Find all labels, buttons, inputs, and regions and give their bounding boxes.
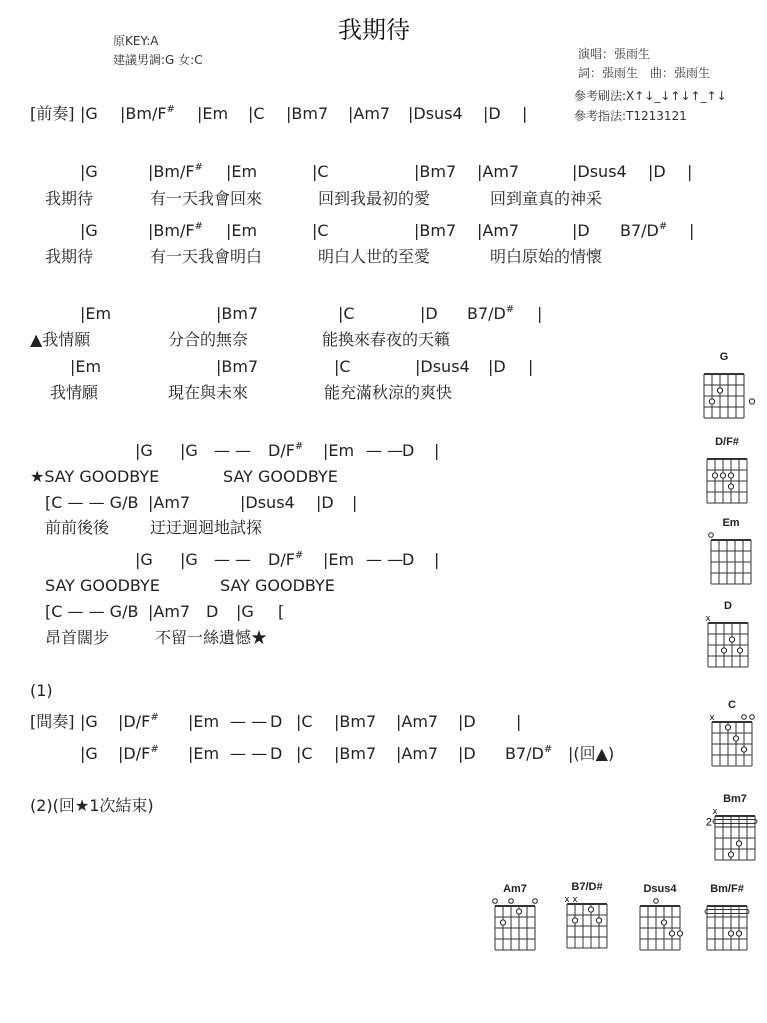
chord-diagram-name: B7/D# xyxy=(571,881,603,893)
chord: D/F# xyxy=(268,550,304,569)
chord: | xyxy=(537,304,543,323)
lyric: 有一天我會回來 xyxy=(150,189,263,208)
lyric: 不留一絲遺憾★ xyxy=(155,628,268,647)
lyric: 迂迂迴迴地試探 xyxy=(150,518,263,537)
intro-chord: | xyxy=(522,104,528,123)
chord-diagram xyxy=(700,352,748,420)
chord: |Em xyxy=(80,304,112,323)
lyric: 回到童真的神采 xyxy=(490,189,603,208)
chord: D xyxy=(206,602,219,621)
singer-credit: 演唱：張雨生 xyxy=(578,47,651,61)
intro-chord: |Bm7 xyxy=(286,104,329,123)
chord: D xyxy=(270,712,283,731)
chord-diagram xyxy=(704,601,752,669)
finger-dot xyxy=(717,388,722,393)
lyric: 明白原始的情懷 xyxy=(490,247,603,266)
finger-dot xyxy=(725,725,730,730)
finger-dot xyxy=(729,637,734,642)
lyric: 回到我最初的愛 xyxy=(318,189,431,208)
chord: |Em xyxy=(188,744,220,763)
chord: | xyxy=(689,221,695,240)
song-title: 我期待 xyxy=(338,16,410,44)
chord: D xyxy=(402,550,415,569)
chord-diagram-name: Em xyxy=(722,517,740,529)
chord: |Em xyxy=(188,712,220,731)
lyric: 我期待 xyxy=(45,189,94,208)
chord-diagram xyxy=(705,793,759,862)
chord: | xyxy=(516,712,522,731)
chord: |C xyxy=(296,712,313,731)
finger-dot xyxy=(741,747,746,752)
lyric: ★SAY GOODBYE xyxy=(30,467,160,486)
finger-dot xyxy=(677,931,682,936)
finger-dot xyxy=(669,931,674,936)
finger-dot xyxy=(736,841,741,846)
chord: |G xyxy=(80,162,98,181)
lyric: 能充滿秋涼的爽快 xyxy=(324,383,453,402)
chord: | xyxy=(434,550,440,569)
finger-dot xyxy=(720,473,725,478)
open-string-mark xyxy=(509,899,514,904)
chord: |Em xyxy=(323,441,355,460)
chord: [ xyxy=(278,602,285,621)
chord-diagram xyxy=(636,884,684,952)
finger-dot xyxy=(596,918,601,923)
finger-dot xyxy=(749,399,754,404)
chord: |Am7 xyxy=(396,744,439,763)
chord: D xyxy=(402,441,415,460)
intro-chord: |Dsus4 xyxy=(408,104,463,123)
chord: |G xyxy=(180,441,198,460)
lyric: SAY GOODBYE xyxy=(45,576,160,595)
chord-diagram-name: D/F# xyxy=(715,436,739,448)
chord: | xyxy=(528,357,534,376)
lyric: SAY GOODBYE xyxy=(220,576,335,595)
chord: |Em xyxy=(70,357,102,376)
chord: |G xyxy=(80,712,98,731)
chord-diagram xyxy=(703,437,751,505)
writer-credit: 詞：張雨生 曲：張雨生 xyxy=(578,66,711,80)
finger-dot xyxy=(728,473,733,478)
chord: D/F# xyxy=(268,441,304,460)
chord-diagram-name: G xyxy=(719,351,729,363)
chord: |Am7 xyxy=(396,712,439,731)
chord-diagram-name: D xyxy=(724,600,732,612)
intro-chord: |D xyxy=(483,104,501,123)
finger-dot xyxy=(728,931,733,936)
chord: |Bm7 xyxy=(334,744,377,763)
chord: |D xyxy=(458,712,476,731)
chord-diagram xyxy=(707,518,755,586)
lyric: 分合的無奈 xyxy=(168,330,249,349)
lyric: ▲我情願 xyxy=(30,330,91,349)
open-string-mark xyxy=(742,715,747,720)
lyric: 現在與未來 xyxy=(168,383,249,402)
chord: |G xyxy=(80,221,98,240)
interlude-label: [間奏] xyxy=(30,712,75,731)
chord: B7/D# xyxy=(620,221,668,240)
chord: |C xyxy=(296,744,313,763)
chord: |D xyxy=(458,744,476,763)
lyric: 我期待 xyxy=(45,247,94,266)
muted-string-mark: x xyxy=(564,894,570,904)
chord: |G xyxy=(180,550,198,569)
chord: — — xyxy=(366,441,404,460)
section-1-label: (1) xyxy=(30,681,53,700)
finger-dot xyxy=(728,484,733,489)
finger-dot xyxy=(733,736,738,741)
chord: — — xyxy=(366,550,404,569)
chord: |Bm7 xyxy=(414,221,457,240)
chord: |D xyxy=(572,221,590,240)
intro-chord: |C xyxy=(248,104,265,123)
chord: |D xyxy=(488,357,506,376)
chord: |D xyxy=(648,162,666,181)
chord: |Em xyxy=(323,550,355,569)
finger-dot xyxy=(737,648,742,653)
intro-chord: |Em xyxy=(197,104,229,123)
chord: — — xyxy=(230,744,268,763)
finger-dot xyxy=(736,931,741,936)
finger-dot xyxy=(728,852,733,857)
chord-diagram xyxy=(708,700,756,768)
open-string-mark xyxy=(493,899,498,904)
chord-diagram-name: Am7 xyxy=(503,883,527,895)
chord-diagram-name: Bm/F# xyxy=(710,883,744,895)
chord: |(回▲) xyxy=(568,744,615,763)
chord: |Em xyxy=(226,162,258,181)
chord: |Em xyxy=(226,221,258,240)
chord: |D xyxy=(420,304,438,323)
muted-string-mark: x xyxy=(709,712,715,722)
intro-chord: |Am7 xyxy=(348,104,391,123)
finger-dot xyxy=(572,918,577,923)
chord: |D/F# xyxy=(118,712,159,731)
chord: |D xyxy=(316,493,334,512)
chord: |Bm/F# xyxy=(148,221,203,240)
chord: |Bm7 xyxy=(334,712,377,731)
chord: |C xyxy=(334,357,351,376)
lyric: 明白人世的至愛 xyxy=(318,247,431,266)
chord: | xyxy=(352,493,358,512)
chord-diagram-name: Dsus4 xyxy=(643,883,677,895)
lyric: 我情願 xyxy=(50,383,99,402)
finger-dot xyxy=(661,920,666,925)
chord: |G xyxy=(135,550,153,569)
chord: |Am7 xyxy=(148,602,191,621)
chord: B7/D# xyxy=(505,744,553,763)
chord: [C — — G/B xyxy=(45,493,139,512)
chord: |Am7 xyxy=(148,493,191,512)
muted-string-mark: x xyxy=(705,613,711,623)
intro-label: [前奏] xyxy=(30,104,75,123)
chord: |Bm7 xyxy=(414,162,457,181)
chord: |Bm7 xyxy=(216,357,259,376)
finger-dot xyxy=(516,909,521,914)
chord: |D/F# xyxy=(118,744,159,763)
open-string-mark xyxy=(654,899,659,904)
chord: | xyxy=(434,441,440,460)
chord: |G xyxy=(135,441,153,460)
suggested-key: 建議男調:G 女:C xyxy=(113,53,203,67)
chord: |Am7 xyxy=(477,221,520,240)
chord-diagram-fret: 2 xyxy=(705,816,712,829)
chord: |C xyxy=(312,221,329,240)
chord: — — xyxy=(230,712,268,731)
chord-diagram-name: C xyxy=(728,699,736,711)
section-2-label: (2)(回★1次結束) xyxy=(30,796,154,815)
lyric: SAY GOODBYE xyxy=(223,467,338,486)
chord: |Bm/F# xyxy=(148,162,203,181)
intro-chord: |Bm/F# xyxy=(120,104,175,123)
finger-dot xyxy=(721,648,726,653)
chord-diagram xyxy=(563,882,611,950)
chord: |G xyxy=(236,602,254,621)
lyric: 有一天我會明白 xyxy=(150,247,263,266)
chord: |C xyxy=(312,162,329,181)
chord: — — xyxy=(214,550,252,569)
finger-dot xyxy=(500,920,505,925)
lyric: 能換來春夜的天籟 xyxy=(322,330,451,349)
chord-diagram xyxy=(703,884,751,952)
chord-diagram xyxy=(491,884,539,952)
chord: [C — — G/B xyxy=(45,602,139,621)
muted-string-mark: x xyxy=(572,894,578,904)
finger-dot xyxy=(712,473,717,478)
open-string-mark xyxy=(533,899,538,904)
chord: B7/D# xyxy=(467,304,515,323)
open-string-mark xyxy=(709,533,714,538)
chord: |G xyxy=(80,744,98,763)
chord: | xyxy=(687,162,693,181)
open-string-mark xyxy=(750,715,755,720)
chord: |Am7 xyxy=(477,162,520,181)
finger-dot xyxy=(709,399,714,404)
chord: |Dsus4 xyxy=(415,357,470,376)
muted-string-mark: x xyxy=(712,806,718,816)
finger-pattern: 參考指法:T1213121 xyxy=(574,109,687,123)
chord: |C xyxy=(338,304,355,323)
finger-dot xyxy=(588,907,593,912)
lyric: 昂首闊步 xyxy=(45,628,110,647)
chord: — — xyxy=(214,441,252,460)
chord: D xyxy=(270,744,283,763)
original-key: 原KEY:A xyxy=(113,34,159,48)
chord: |Dsus4 xyxy=(572,162,627,181)
chord: |Bm7 xyxy=(216,304,259,323)
chord-diagram-name: Bm7 xyxy=(723,793,747,805)
chord: |Dsus4 xyxy=(240,493,295,512)
lyric: 前前後後 xyxy=(45,518,110,537)
intro-chord: |G xyxy=(80,104,98,123)
strum-pattern: 參考刷法:X↑↓_↓↑↓↑_↑↓ xyxy=(574,89,727,103)
